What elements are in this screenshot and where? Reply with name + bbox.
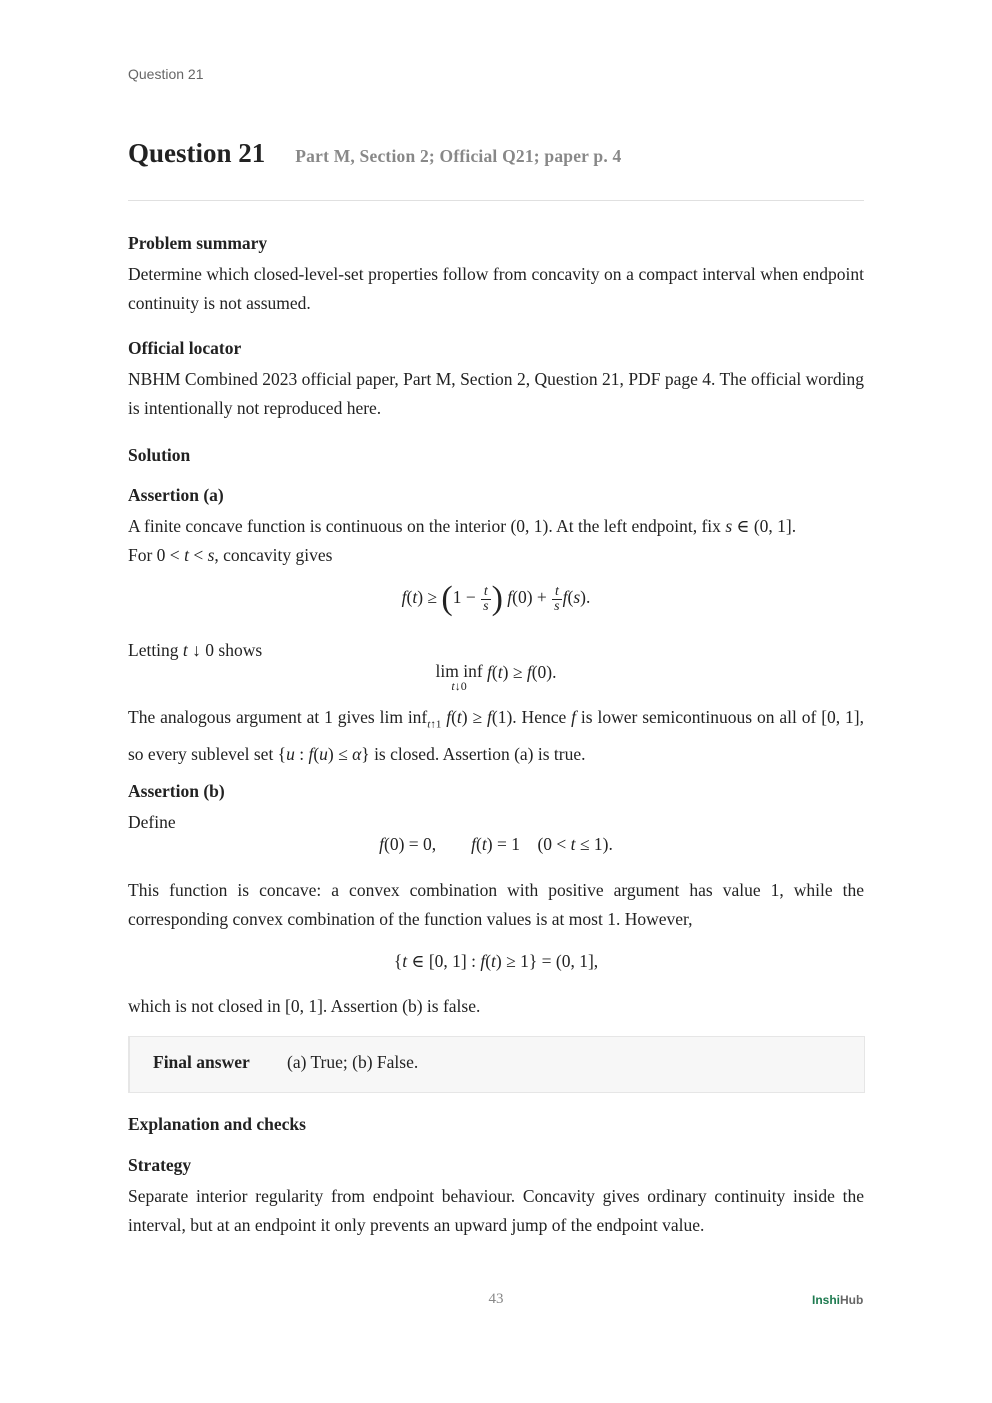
explanation-heading: Explanation and checks xyxy=(128,1114,306,1134)
problem-summary-text: Determine which closed-level-set properties follow from concavity on a compact interval when endpoint continuity is not assumed. xyxy=(128,264,864,313)
assertion-a-para1 xyxy=(128,512,864,570)
assertion-b-text-2: which is not closed in [0, 1]. Assertion (b) is false. xyxy=(128,996,481,1016)
explanation-heading-block xyxy=(128,1114,864,1135)
define-text: Define xyxy=(128,812,176,832)
question-title: Question 21 xyxy=(128,138,266,168)
problem-summary-block xyxy=(128,260,864,318)
assertion-a-heading: Assertion (a) xyxy=(128,485,224,505)
strategy-heading-block xyxy=(128,1155,864,1176)
brand-logo: InshiHub xyxy=(812,1293,864,1307)
final-answer-text: (a) True; (b) False. xyxy=(287,1052,419,1072)
letting-line xyxy=(128,636,864,665)
assertion-a-heading-block xyxy=(128,485,864,506)
official-locator-block xyxy=(128,365,864,423)
assertion-b-heading: Assertion (b) xyxy=(128,781,225,801)
official-locator-heading-block xyxy=(128,338,864,359)
assertion-b-para1 xyxy=(128,876,864,934)
question-meta: Part M, Section 2; Official Q21; paper p. 4 xyxy=(295,146,622,166)
level-set-equation: {t ∈ [0, 1] : f(t) ≥ 1} = (0, 1], xyxy=(393,951,599,971)
assertion-b-heading-block xyxy=(128,781,864,802)
strategy-text: Separate interior regularity from endpoint behaviour. Concavity gives ordinary continuity inside the interval, but at an endpoint it only prevents an upward jump of the endpoint value. xyxy=(128,1186,864,1235)
assertion-a-para3 xyxy=(128,703,864,769)
official-locator-heading: Official locator xyxy=(128,338,242,358)
assertion-a-text-3: The analogous argument at 1 gives lim inf$_{t↑1}$ f(t) ≥ f(1). Hence f is lower semicontinuous on all of [0, 1], so every sublevel set {u : f(u) ≤ α} is closed. Assertion (a) is true. xyxy=(128,707,864,764)
running-head: Question 21 xyxy=(128,66,204,82)
strategy-heading: Strategy xyxy=(128,1155,192,1175)
solution-heading: Solution xyxy=(128,445,191,465)
solution-heading-block xyxy=(128,445,864,466)
function-definition: f(0) = 0, f(t) = 1 (0 < t ≤ 1). xyxy=(379,834,613,854)
strategy-block xyxy=(128,1182,864,1240)
letting-text: Letting t ↓ 0 shows xyxy=(128,640,263,660)
assertion-a-text-1: A finite concave function is continuous on the interior (0, 1). At the left endpoint, fix s ∈ (0, 1]. For 0 < t < s, concavity gives xyxy=(128,516,797,565)
official-locator-text: NBHM Combined 2023 official paper, Part M, Section 2, Question 21, PDF page 4. The official wording is intentionally not reproduced here. xyxy=(128,369,864,418)
final-answer-box xyxy=(128,1036,865,1093)
liminf-inequality: lim inf t↓0 f(t) ≥ f(0). xyxy=(435,661,557,693)
concavity-inequality: f(t) ≥ (1 − $\frac{t}{s}$ ) f(0) + $\frac{t}{s}$ f(s). xyxy=(401,580,591,617)
define-line xyxy=(128,808,864,837)
problem-summary-heading-block xyxy=(128,233,864,254)
final-answer-label: Final answer xyxy=(153,1052,250,1072)
assertion-b-para2 xyxy=(128,992,864,1021)
problem-summary-heading: Problem summary xyxy=(128,233,268,253)
page-number: 43 xyxy=(488,1291,504,1307)
header-divider xyxy=(128,200,864,201)
assertion-b-text-1: This function is concave: a convex combination with positive argument has value 1, while the corresponding convex combination of the function values is at most 1. However, xyxy=(128,880,864,929)
question-header xyxy=(128,138,621,169)
